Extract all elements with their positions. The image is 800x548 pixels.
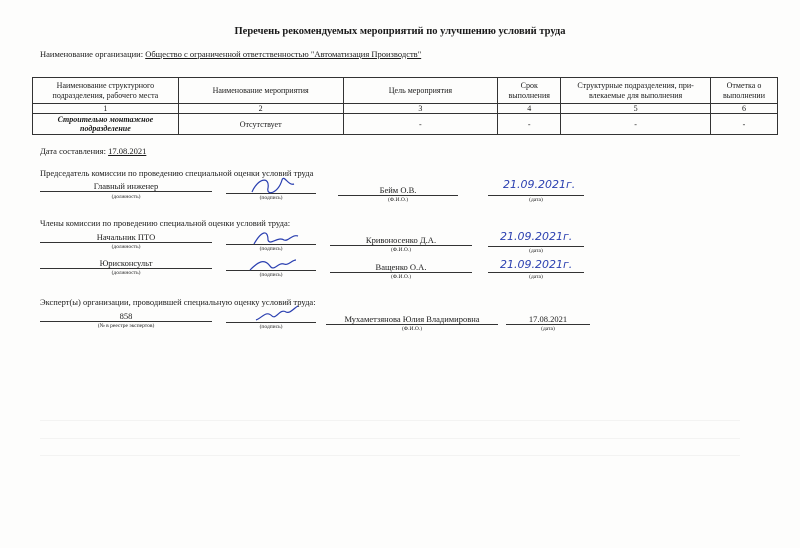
member-date-line <box>488 246 584 247</box>
header-cell: Срок выполнения <box>498 78 561 104</box>
caption-fio: (Ф.И.О.) <box>390 247 412 253</box>
member-date-line <box>488 272 584 273</box>
chair-date-line <box>488 195 584 196</box>
table-cell: Отсутствует <box>178 114 343 135</box>
table-cell: Строительно монтажное подразделение <box>33 114 179 135</box>
date-compiled-value: 17.08.2021 <box>108 146 147 156</box>
member-position: Начальник ПТО <box>40 232 212 243</box>
column-number: 4 <box>498 104 561 114</box>
member-date: 21.09.2021г. <box>500 258 573 271</box>
caption-expert-no: (№ в реестре экспертов) <box>97 323 155 329</box>
column-number: 1 <box>33 104 179 114</box>
caption-signature: (подпись) <box>259 324 283 330</box>
column-number: 6 <box>711 104 778 114</box>
header-cell: Цель мероприятия <box>343 78 498 104</box>
caption-date: (дата) <box>529 274 543 280</box>
caption-signature: (подпись) <box>259 272 283 278</box>
table-cell: - <box>711 114 778 135</box>
header-cell: Отметка о выполнении <box>711 78 778 104</box>
chair-heading: Председатель комиссии по проведению специальной оценки условий труда <box>40 168 314 178</box>
bleed-through-line <box>40 420 740 421</box>
expert-number: 858 <box>40 311 212 322</box>
expert-signature <box>252 304 300 326</box>
caption-date: (дата) <box>529 248 543 254</box>
header-cell: Наименование структурного подразделения, рабочего места <box>33 78 179 104</box>
header-cell: Структурные подразделения, при-влекаемые для выполнения <box>561 78 711 104</box>
chair-name: Бейм О.В. <box>338 185 458 196</box>
measures-table <box>32 77 778 135</box>
caption-date: (дата) <box>529 197 543 203</box>
caption-fio: (Ф.И.О.) <box>401 326 423 332</box>
caption-signature: (подпись) <box>259 246 283 252</box>
caption-signature: (подпись) <box>259 195 283 201</box>
date-compiled <box>40 146 146 156</box>
expert-date: 17.08.2021 <box>506 314 590 325</box>
header-cell: Наименование мероприятия <box>178 78 343 104</box>
bleed-through-line <box>40 455 740 456</box>
table-cell: - <box>498 114 561 135</box>
table-header-row <box>33 78 778 104</box>
chair-date: 21.09.2021г. <box>503 178 576 191</box>
table-cell: - <box>343 114 498 135</box>
member-position: Юрисконсульт <box>40 258 212 269</box>
expert-name: Мухаметзянова Юлия Владимировна <box>326 314 498 325</box>
chair-position: Главный инженер <box>40 181 212 192</box>
org-value: Общество с ограниченной ответственностью "Автоматизация Производств" <box>145 49 422 59</box>
org-label: Наименование организации: <box>40 49 144 59</box>
bleed-through-line <box>40 438 740 439</box>
column-number-row <box>33 104 778 114</box>
member-name: Кривоносенко Д.А. <box>330 235 472 246</box>
members-heading: Члены комиссии по проведению специальной оценки условий труда: <box>40 218 291 228</box>
date-compiled-label: Дата составления: <box>40 146 106 156</box>
column-number: 2 <box>178 104 343 114</box>
caption-position: (должность) <box>111 194 141 200</box>
caption-position: (должность) <box>111 270 141 276</box>
column-number: 3 <box>343 104 498 114</box>
expert-heading: Эксперт(ы) организации, проводившей специальную оценку условий труда: <box>40 297 316 307</box>
caption-fio: (Ф.И.О.) <box>387 197 409 203</box>
caption-fio: (Ф.И.О.) <box>390 274 412 280</box>
table-row <box>33 114 778 135</box>
column-number: 5 <box>561 104 711 114</box>
member-date: 21.09.2021г. <box>500 230 573 243</box>
caption-position: (должность) <box>111 244 141 250</box>
caption-date: (дата) <box>541 326 555 332</box>
org-row <box>40 49 421 59</box>
page-title: Перечень рекомендуемых мероприятий по улучшению условий труда <box>234 26 566 37</box>
member-name: Ващенко О.А. <box>330 262 472 273</box>
table-cell: - <box>561 114 711 135</box>
